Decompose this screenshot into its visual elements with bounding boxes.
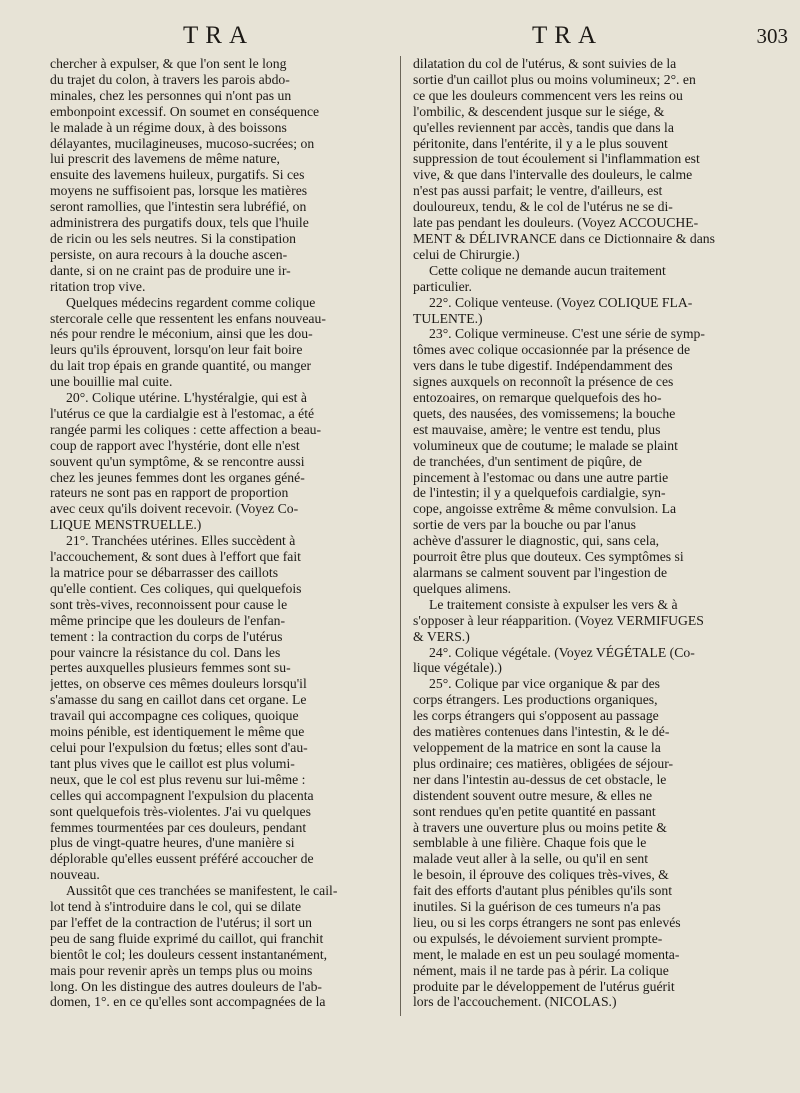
text-line: celles qui accompagnent l'expulsion du placenta [50,787,314,803]
text-line: volumineux que de coutume; le malade se plaint [413,437,678,453]
text-line: l'utérus ce que la cardialgie est à l'estomac, a été [50,405,315,421]
text-line: suppression de tout écoulement si l'inflammation est [413,151,700,167]
text-line: moyens ne suffisoient pas, lorsque les matières [50,183,308,199]
text-line: Le traitement consiste à expulser les vers & à [429,596,678,612]
text-line: par l'effet de la contraction de l'utérus; il sort un [50,914,312,930]
text-line: veloppement de la matrice en sont la cause la [413,739,661,755]
text-line: tement : la contraction du corps de l'utérus [50,628,283,644]
text-line: dante, si on ne craint pas de produire une ir- [50,262,291,278]
text-line: tômes avec colique occasionnée par la présence de [413,342,691,358]
text-line: plus ordinaire; ces matières, obligées de séjour- [413,755,674,771]
text-line: corps étrangers. Les productions organiques, [413,692,658,708]
text-line: signes auxquels on reconnoît la présence de ces [413,374,674,390]
text-line: douloureux, tendu, & le col de l'utérus ne se di- [413,199,673,215]
text-line: jettes, on observe ces mêmes douleurs lorsqu'il [50,676,307,692]
text-line: la matrice pour se débarrasser des caillots [50,565,279,580]
text-line: 20°. Colique utérine. L'hystéralgie, qui est à [66,390,307,406]
text-line: pertes auxquelles plusieurs femmes sont su- [50,660,291,676]
text-line: qu'elles reviennent par accès, tandis que dans la [413,119,674,135]
text-line: sortie d'un caillot plus ou moins volumineux; 2°. en [413,71,696,87]
text-line: est mauvaise, amère; le ventre est tendu, plus [413,421,661,437]
text-line: fait des efforts d'autant plus pénibles qu'ils sont [413,883,672,899]
text-line: sortie de vers par la bouche ou par l'anus [413,517,636,533]
text-line: malade veut aller à la selle, ou qu'il en sent [413,851,649,867]
text-line: peu de sang fluide exprimé du caillot, qui franchit [50,930,324,946]
text-line: lot tend à s'introduire dans le col, qui se dilate [50,899,302,915]
text-line: souvent qu'un symptôme, & se rencontre aussi [50,453,305,469]
left-column [50,56,405,1010]
text-line: leurs qu'ils éprouvent, lorsqu'on leur fait boire [50,342,303,358]
text-line: du lait trop épais en grande quantité, ou manger [50,358,312,374]
text-line: nés pour rendre le méconium, ainsi que les dou- [50,326,313,342]
text-line: quets, des nausées, des vomissemens; la bouche [413,405,676,421]
text-line: péritonite, dans l'entérite, il y a le plus souvent [413,135,668,151]
text-line: tant plus vives que le caillot est plus volumi- [50,755,295,771]
text-line: pourroit être plus que douteux. Ces symptômes si [413,549,684,565]
text-line: bientôt le col; les douleurs cessent instantanément, [50,946,328,962]
text-line: celui pour l'expulsion du fœtus; elles sont d'au- [50,739,308,755]
text-line: vive, & que dans l'intervalle des douleurs, le calme [413,167,693,183]
text-line: dilatation du col de l'utérus, & sont suivies de la [413,56,677,71]
text-line: femmes tourmentées par ces douleurs, pendant [50,819,307,835]
text-line: chercher à expulser, & que l'on sent le long [50,56,287,71]
text-line: de l'intestin; il y a quelquefois cardialgie, syn- [413,485,666,501]
column-divider [400,56,401,1016]
text-line: qu'elle contient. Ces coliques, qui quelquefois [50,580,302,596]
text-line: distendent souvent outre mesure, & elles ne [413,787,653,803]
text-line: plus de vingt-quatre heures, d'une manière si [50,835,295,851]
text-line: lors de l'accouchement. (NICOLAS.) [413,994,617,1010]
text-line: achève d'assurer le diagnostic, qui, sans cela, [413,533,660,549]
text-line: TULENTE.) [413,310,483,326]
text-line: 23°. Colique vermineuse. C'est une série de symp- [429,326,705,342]
running-head-left: TRA [183,22,254,49]
text-line: domen, 1°. en ce qu'elles sont accompagnées de la [50,994,326,1010]
text-line: seront ramollies, que l'intestin sera lubréfié, on [50,199,307,215]
text-line: avec ceux qu'ils doivent recevoir. (Voyez Co- [50,501,299,517]
text-line: celui de Chirurgie.) [413,246,520,262]
text-line: ment, le malade en est un peu soulagé momenta- [413,946,680,962]
text-line: sont rendues qu'en petite quantité en passant [413,803,656,819]
text-line: des matières contenues dans l'intestin, & le dé- [413,724,670,740]
text-line: n'est pas aussi parfait; le ventre, d'ailleurs, est [413,183,663,199]
text-line: le malade à un régime doux, à des boissons [50,119,287,135]
text-line: inutiles. Si la guérison de ces tumeurs n'a pas [413,899,661,915]
text-line: délayantes, mucilagineuses, mucoso-sucrées; on [50,135,315,151]
text-line: 24°. Colique végétale. (Voyez VÉGÉTALE (Co- [429,644,695,660]
text-line: Cette colique ne demande aucun traitement [429,262,666,278]
text-line: mais pour revenir après un temps plus ou moins [50,962,313,978]
text-line: à travers une ouverture plus ou moins petite & [413,819,667,835]
text-line: les corps étrangers qui s'opposent au passage [413,708,659,724]
text-line: même principe que les douleurs de l'enfan- [50,612,286,628]
text-line: l'ombilic, & descendent jusque sur le siége, & [413,103,665,119]
text-line: chez les jeunes femmes dont les organes géné- [50,469,305,485]
text-line: 21°. Tranchées utérines. Elles succèdent à [66,533,296,549]
text-line: pincement à l'estomac ou dans une autre partie [413,469,669,485]
text-line: MENT & DÉLIVRANCE dans ce Dictionnaire & dans [413,230,715,246]
running-head-right: TRA [532,22,603,49]
text-line: ritation trop vive. [50,278,146,294]
text-line: le besoin, il éprouve des coliques très-vives, & [413,867,669,883]
text-line: Aussitôt que ces tranchées se manifestent, le cail- [66,883,338,899]
text-line: ensuite des lavemens huileux, purgatifs. Si ces [50,167,305,183]
text-line: Quelques médecins regardent comme colique [66,294,316,310]
text-line: entozoaires, on remarque quelquefois des ho- [413,390,662,406]
text-line: s'amasse du sang en caillot dans cet organe. Le [50,692,307,708]
text-line: ce que les douleurs commencent vers les reins ou [413,87,683,103]
text-line: embonpoint excessif. On soumet en conséquence [50,103,320,119]
text-line: du trajet du colon, à travers les parois abdo- [50,71,290,87]
text-line: quelques alimens. [413,580,512,596]
text-line: nément, mais il ne tarde pas à périr. La colique [413,962,669,978]
text-line: produite par le développement de l'utérus guérit [413,978,675,994]
text-line: nouveau. [50,867,100,883]
text-line: neux, que le col est plus revenu sur lui-même : [50,771,306,787]
text-line: alarmans se calment souvent par l'ingestion de [413,565,668,580]
text-line: pour vaincre la résistance du col. Dans les [50,644,281,660]
text-line: cope, angoisse extrême & même convulsion. La [413,501,677,517]
text-line: semblable à une filière. Chaque fois que le [413,835,647,851]
text-line: rangée parmi les coliques : cette affection a beau- [50,421,322,437]
text-line: stercorale celle que ressentent les enfans nouveau- [50,310,326,326]
text-line: de ricin ou les sels neutres. Si la constipation [50,230,296,246]
text-line: de tranchées, d'un sentiment de piqûre, de [413,453,642,469]
right-column [413,56,755,1010]
text-line: moins pénible, est identiquement le même que [50,724,305,740]
text-line: administrera des purgatifs doux, tels que l'huile [50,215,309,231]
text-line: rateurs ne sont pas en rapport de proportion [50,485,289,501]
text-line: lui prescrit des lavemens de même nature, [50,151,280,167]
text-line: LIQUE MENSTRUELLE.) [50,517,202,533]
text-line: lique végétale).) [413,660,502,676]
text-line: persiste, on aura recours à la douche ascen- [50,246,288,262]
text-line: late pas pendant les douleurs. (Voyez ACCOUCHE- [413,215,699,231]
text-line: particulier. [413,278,472,294]
text-line: l'accouchement, & sont dues à l'effort que fait [50,549,301,565]
text-line: sont quelquefois très-violentes. J'ai vu quelques [50,803,311,819]
text-line: travail qui accompagne ces coliques, quoique [50,708,299,724]
text-line: coup de rapport avec l'hystérie, dont elle n'est [50,437,300,453]
text-line: déplorable qu'elles eussent préféré accoucher de [50,851,314,867]
text-line: & VERS.) [413,628,470,644]
text-line: une bouillie mal cuite. [50,374,173,390]
page-number: 303 [756,24,788,48]
text-line: vers dans le tube digestif. Indépendamment des [413,358,673,374]
text-line: s'opposer à leur réapparition. (Voyez VERMIFUGES [413,612,704,628]
text-line: minales, chez les personnes qui n'ont pas un [50,87,292,103]
text-line: lieu, ou si les corps étrangers ne sont pas enlevés [413,914,681,930]
text-line: ner dans l'intestin au-dessus de cet obstacle, le [413,771,667,787]
text-line: long. On les distingue des autres douleurs de l'ab- [50,978,322,994]
text-line: sont très-vives, reconnoissent pour cause le [50,596,288,612]
text-line: ou expulsés, le dévoiement survient prompte- [413,930,663,946]
text-line: 25°. Colique par vice organique & par des [429,676,661,692]
text-line: 22°. Colique venteuse. (Voyez COLIQUE FLA- [429,294,693,310]
